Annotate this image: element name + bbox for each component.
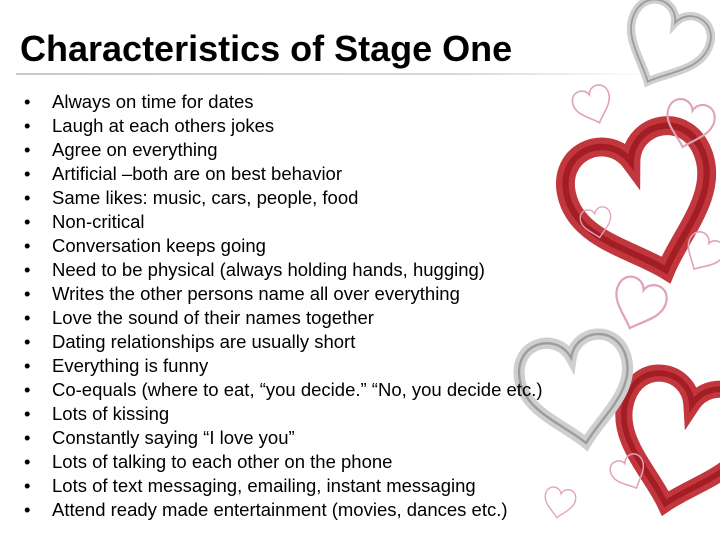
- red-heart-icon: [603, 366, 720, 521]
- bullet-item: [24, 114, 543, 138]
- bullet-icon: •: [24, 427, 31, 448]
- bullet-list: [24, 90, 543, 522]
- bullet-icon: •: [24, 403, 31, 424]
- pink-heart-icon: [678, 228, 720, 278]
- bullet-item: [24, 330, 543, 354]
- bullet-text: Writes the other persons name all over everything: [52, 283, 460, 304]
- bullet-icon: •: [24, 259, 31, 280]
- bullet-icon: •: [24, 115, 31, 136]
- bullet-icon: •: [24, 379, 31, 400]
- bullet-item: [24, 402, 543, 426]
- bullet-item: [24, 210, 543, 234]
- bullet-item: [24, 258, 543, 282]
- slide-title: Characteristics of Stage One: [20, 28, 513, 69]
- bullet-icon: •: [24, 499, 31, 520]
- bullet-item: [24, 234, 543, 258]
- bullet-text: Constantly saying “I love you”: [52, 427, 295, 448]
- bullet-text: Lots of talking to each other on the phone: [52, 451, 393, 472]
- bullet-item: [24, 138, 543, 162]
- pink-heart-icon: [542, 486, 577, 521]
- bullet-icon: •: [24, 283, 31, 304]
- bullet-item: [24, 450, 543, 474]
- bullet-text: Everything is funny: [52, 355, 209, 376]
- bullet-icon: •: [24, 307, 31, 328]
- bullet-icon: •: [24, 331, 31, 352]
- pink-heart-icon: [570, 82, 618, 129]
- bullet-text: Non-critical: [52, 211, 145, 232]
- bullet-text: Same likes: music, cars, people, food: [52, 187, 359, 208]
- bullet-item: [24, 162, 543, 186]
- bullet-item: [24, 378, 543, 402]
- silver-heart-icon: [611, 0, 718, 99]
- pink-heart-icon: [606, 273, 671, 337]
- bullet-item: [24, 306, 543, 330]
- bullet-item: [24, 282, 543, 306]
- bullet-icon: •: [24, 91, 31, 112]
- bullet-text: Love the sound of their names together: [52, 307, 374, 328]
- bullet-item: [24, 426, 543, 450]
- bullet-icon: •: [24, 235, 31, 256]
- bullet-text: Conversation keeps going: [52, 235, 266, 256]
- bullet-text: Lots of kissing: [52, 403, 170, 424]
- bullet-text: Artificial –both are on best behavior: [52, 163, 343, 184]
- pink-heart-icon: [579, 205, 615, 240]
- bullet-item: [24, 354, 543, 378]
- bullet-text: Co-equals (where to eat, “you decide.” “No, you decide etc.): [52, 379, 543, 400]
- bullet-text: Need to be physical (always holding hands, hugging): [52, 259, 485, 280]
- red-heart-icon: [555, 116, 720, 292]
- bullet-icon: •: [24, 211, 31, 232]
- bullet-item: [24, 90, 543, 114]
- bullet-icon: •: [24, 475, 31, 496]
- title-divider: [16, 73, 656, 75]
- pink-heart-icon: [660, 96, 718, 153]
- bullet-item: [24, 186, 543, 210]
- bullet-text: Dating relationships are usually short: [52, 331, 356, 352]
- bullet-text: Agree on everything: [52, 139, 218, 160]
- bullet-icon: •: [24, 163, 31, 184]
- bullet-text: Lots of text messaging, emailing, instant messaging: [52, 475, 476, 496]
- bullet-icon: •: [24, 139, 31, 160]
- bullet-text: Always on time for dates: [52, 91, 254, 112]
- bullet-text: Laugh at each others jokes: [52, 115, 275, 136]
- bullet-icon: •: [24, 187, 31, 208]
- bullet-item: [24, 474, 543, 498]
- pink-heart-icon: [607, 451, 652, 495]
- bullet-item: [24, 498, 543, 522]
- bullet-icon: •: [24, 451, 31, 472]
- bullet-text: Attend ready made entertainment (movies, dances etc.): [52, 499, 508, 520]
- bullet-icon: •: [24, 355, 31, 376]
